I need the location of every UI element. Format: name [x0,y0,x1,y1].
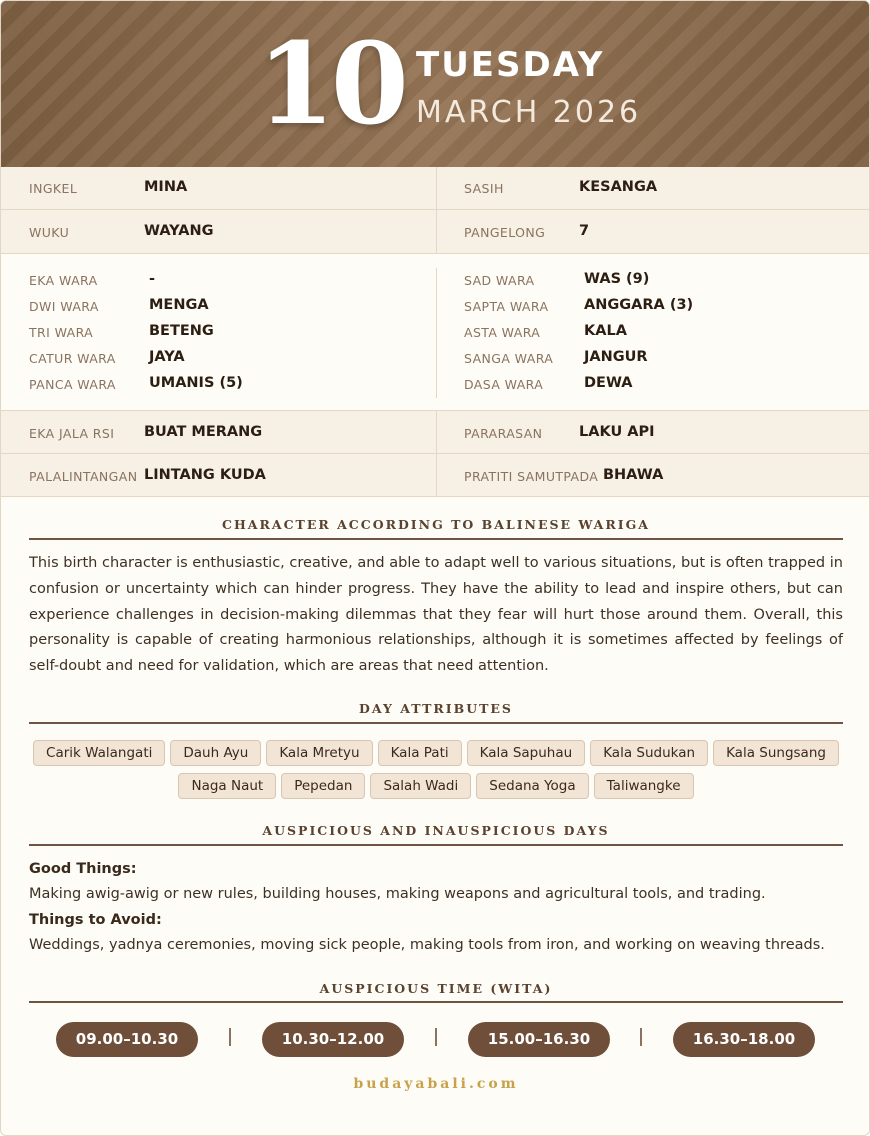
pratiti-cell [436,454,870,496]
attribute-tag: Salah Wadi [370,773,471,799]
section-rule [29,722,843,724]
wara-label: EKA WARA [29,273,98,288]
attribute-tag: Dauh Ayu [170,740,261,766]
eka-jala-rsi-cell [1,411,436,453]
wara-value: ANGGARA (3) [584,297,694,313]
attribute-tag: Carik Walangati [33,740,165,766]
wara-value: DEWA [584,375,633,391]
month-year: MARCH 2026 [416,95,642,130]
wara-value: BETENG [149,323,214,339]
wara-value: - [149,271,156,287]
wara-label: SAD WARA [464,273,535,288]
day-number: 10 [257,19,405,150]
pararasan-label: PARARASAN [464,426,543,441]
pratiti-label: PRATITI SAMUTPADA [464,469,599,484]
time-separator [435,1028,437,1046]
day-attributes-title: DAY ATTRIBUTES [359,701,513,716]
sasih-value: KESANGA [579,179,658,195]
good-things-heading: Good Things: [29,861,137,877]
weekday: TUESDAY [416,45,605,85]
ingkel-value: MINA [144,179,188,195]
wuku-label: WUKU [29,225,70,240]
attribute-tag: Sedana Yoga [476,773,588,799]
pararasan-cell [436,411,870,453]
section-rule [29,1001,843,1003]
attribute-tag: Kala Sungsang [713,740,839,766]
wara-value: WAS (9) [584,271,650,287]
wara-label: CATUR WARA [29,351,116,366]
info-row-ingkel-sasih [1,167,870,210]
auspicious-time-title: AUSPICIOUS TIME (WITA) [319,981,553,996]
attribute-tags-row-2 [29,773,843,806]
eka-jala-rsi-label: EKA JALA RSI [29,426,115,441]
wara-label: SAPTA WARA [464,299,549,314]
good-things-text: Making awig-awig or new rules, building houses, making weapons and agricultural tools, and trading. [29,886,766,902]
date-header [1,1,870,167]
attribute-tag: Naga Naut [178,773,276,799]
time-slot-pill: 16.30–18.00 [673,1022,815,1057]
wara-label: DWI WARA [29,299,99,314]
character-section-title: CHARACTER ACCORDING TO BALINESE WARIGA [222,517,650,532]
wuku-value: WAYANG [144,223,214,239]
wara-value: MENGA [149,297,209,313]
pangelong-value: 7 [579,223,590,239]
pangelong-label: PANGELONG [464,225,546,240]
attribute-tag: Taliwangke [594,773,694,799]
wara-value: UMANIS (5) [149,375,243,391]
attribute-tag: Kala Mretyu [266,740,372,766]
palalintangan-label: PALALINTANGAN [29,469,138,484]
info-row-palalintangan-pratiti [1,454,870,497]
sasih-label: SASIH [464,181,504,196]
wara-grid [1,254,870,411]
wuku-cell [1,210,436,253]
section-rule [29,538,843,540]
palalintangan-value: LINTANG KUDA [144,467,266,483]
wara-value: KALA [584,323,627,339]
things-to-avoid-text: Weddings, yadnya ceremonies, moving sick people, making tools from iron, and working on weaving threads. [29,937,825,953]
time-slot-pill: 10.30–12.00 [262,1022,404,1057]
time-separator [229,1028,231,1046]
wara-value: JAYA [149,349,185,365]
attribute-tags-row-1 [29,740,843,773]
site-footer-link[interactable]: budayabali.com [353,1076,519,1092]
palalintangan-cell [1,454,436,496]
time-slot-pill: 15.00–16.30 [468,1022,610,1057]
attribute-tag: Kala Pati [378,740,462,766]
section-rule [29,844,843,846]
time-separator [640,1028,642,1046]
character-description: This birth character is enthusiastic, creative, and able to adapt well to various situations, but is often trapped in confusion or uncertainty which can hinder progress. They have the ability to lead and inspire others, but can experience challenges in decision-making dilemmas that they fear will hurt those around them. Overall, this personality is capable of creating harmonious relationships, although it is sometimes affected by feelings of self-doubt and need for validation, which are areas that need attention. [29,555,843,675]
pratiti-value: BHAWA [603,467,664,483]
pangelong-cell [436,210,870,253]
wara-divider [436,268,437,398]
wara-value: JANGUR [584,349,648,365]
wara-label: SANGA WARA [464,351,554,366]
attribute-tag: Pepedan [281,773,365,799]
attribute-tag: Kala Sudukan [590,740,708,766]
wara-label: PANCA WARA [29,377,116,392]
attribute-tag: Kala Sapuhau [467,740,586,766]
ingkel-label: INGKEL [29,181,78,196]
info-row-ekajalarsi-pararasan [1,411,870,454]
wara-label: DASA WARA [464,377,544,392]
time-slot-pill: 09.00–10.30 [56,1022,198,1057]
auspicious-days-title: AUSPICIOUS AND INAUSPICIOUS DAYS [262,823,610,838]
sasih-cell [436,167,870,209]
wara-label: TRI WARA [29,325,94,340]
ingkel-cell [1,167,436,209]
wara-label: ASTA WARA [464,325,541,340]
things-to-avoid-heading: Things to Avoid: [29,912,162,928]
eka-jala-rsi-value: BUAT MERANG [144,424,263,440]
info-row-wuku-pangelong [1,210,870,254]
pararasan-value: LAKU API [579,424,655,440]
